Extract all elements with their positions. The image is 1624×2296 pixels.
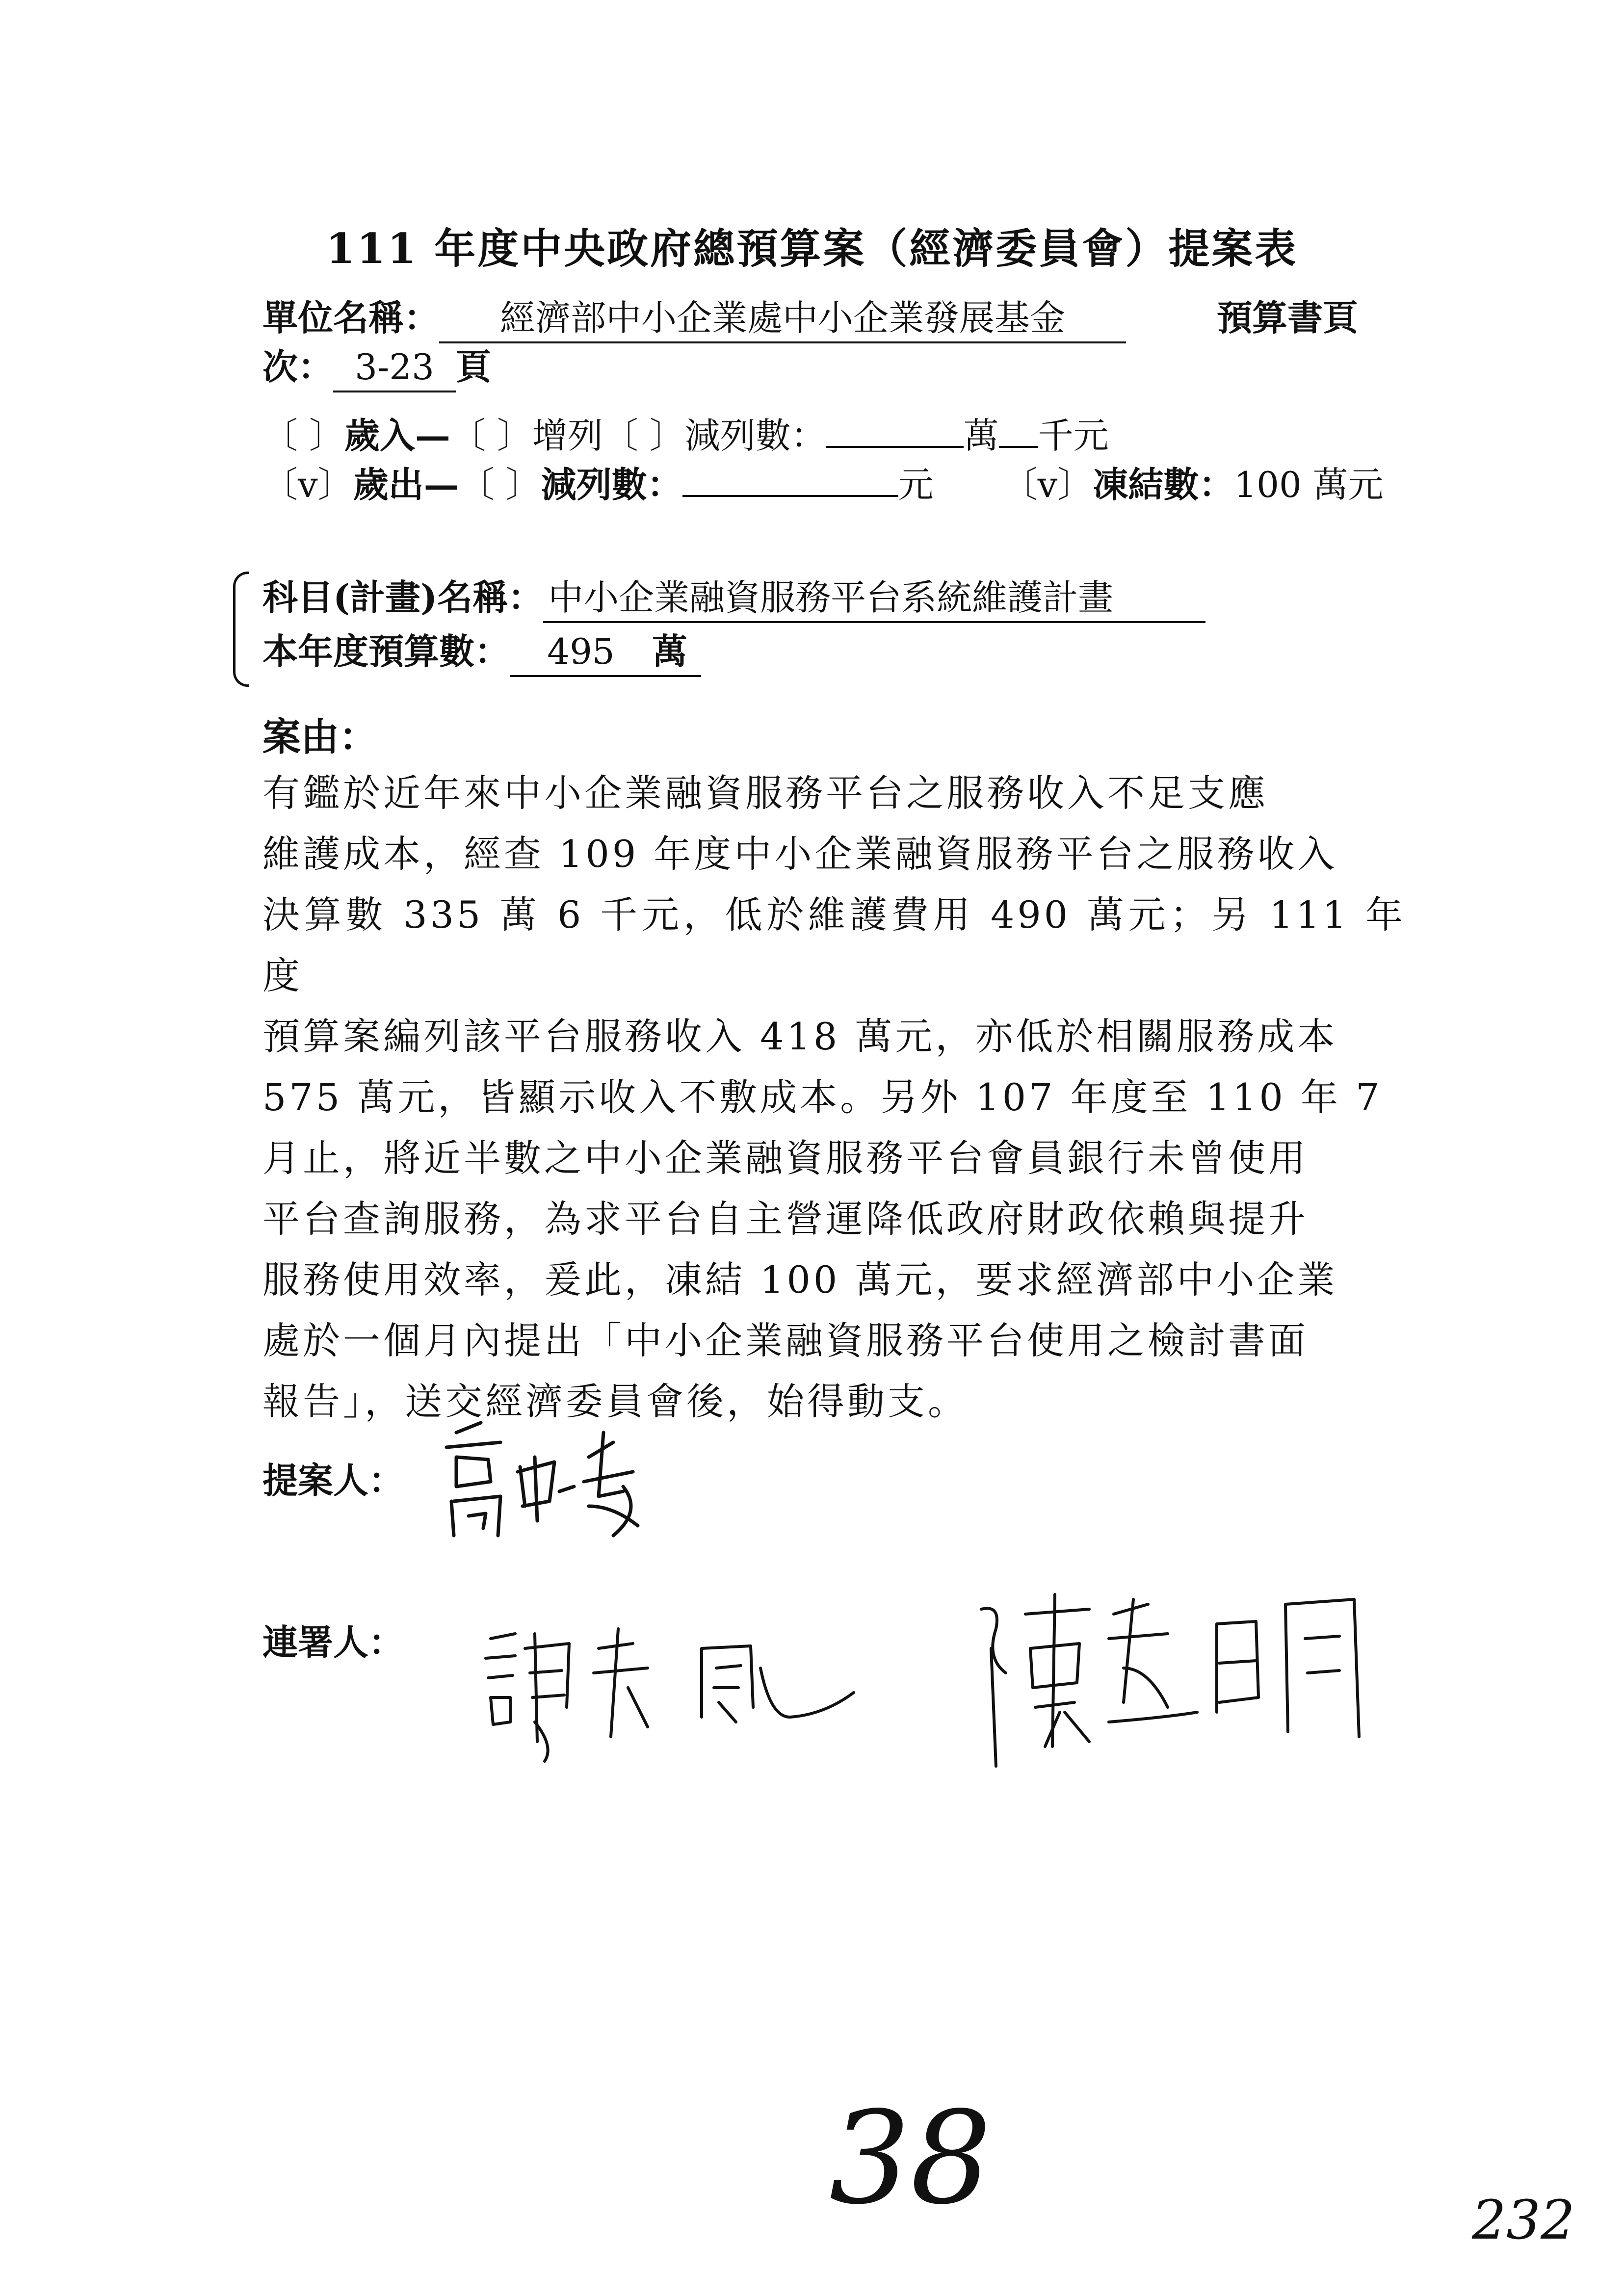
increase-label: 增列 xyxy=(532,415,603,456)
freeze-value: 100 萬元 xyxy=(1234,464,1384,505)
unit-row xyxy=(262,294,1126,343)
expense-amount-blank xyxy=(682,495,898,497)
freeze-label: 凍結數： xyxy=(1093,464,1234,505)
subject-bracket xyxy=(233,572,249,687)
reason-line: 決算數 335 萬 6 千元，低於維護費用 490 萬元；另 111 年度 xyxy=(262,893,1406,997)
decrease-label: 減列數： xyxy=(684,415,826,456)
budget-unit: 萬 xyxy=(652,628,701,677)
revenue-amount-blank xyxy=(826,446,964,448)
revenue-thousand-blank xyxy=(999,446,1038,448)
proposer-signature xyxy=(427,1413,682,1545)
subject-label: 科目(計畫)名稱： xyxy=(262,576,544,618)
page-ref-value: 3-23 xyxy=(333,343,456,392)
expense-unit: 元 xyxy=(898,464,934,505)
unit-value: 經濟部中小企業處中小企業發展基金 xyxy=(439,294,1126,343)
page-ref-row xyxy=(262,343,491,392)
expense-decrease-label: 減列數： xyxy=(541,464,682,505)
revenue-unit-wan: 萬 xyxy=(963,415,999,456)
proposer-label: 提案人： xyxy=(262,1460,404,1501)
expense-decrease-checkbox: 〔 〕 xyxy=(459,464,541,505)
increase-checkbox: 〔 〕 xyxy=(450,415,532,456)
cosigner-signature-2 xyxy=(962,1585,1384,1771)
expense-checkbox: 〔v〕 xyxy=(262,464,353,505)
reason-line: 維護成本，經查 109 年度中小企業融資服務平台之服務收入 xyxy=(262,832,1338,876)
unit-label: 單位名稱： xyxy=(262,297,440,339)
reason-line: 服務使用效率，爰此，凍結 100 萬元，要求經濟部中小企業 xyxy=(262,1258,1338,1302)
revenue-row xyxy=(262,412,1109,459)
reason-line: 報告」，送交經濟委員會後，始得動支。 xyxy=(262,1380,968,1423)
cosigner-signature-1 xyxy=(471,1619,864,1771)
decrease-checkbox: 〔 〕 xyxy=(602,415,685,456)
freeze-checkbox: 〔v〕 xyxy=(1002,464,1093,505)
budget-page-label: 預算書頁 xyxy=(1217,297,1359,339)
page-title: 111 年度中央政府總預算案（經濟委員會）提案表 xyxy=(326,224,1298,273)
reason-line: 有鑑於近年來中小企業融資服務平台之服務收入不足支應 xyxy=(262,771,1268,815)
revenue-checkbox: 〔 〕 xyxy=(262,415,344,456)
reason-line: 預算案編列該平台服務收入 418 萬元，亦低於相關服務成本 xyxy=(262,1015,1338,1058)
reason-line: 平台查詢服務，為求平台自主營運降低政府財政依賴與提升 xyxy=(262,1197,1309,1241)
revenue-label: 歲入— xyxy=(344,415,450,456)
corner-number: 232 xyxy=(1472,2189,1575,2251)
page-ref-prefix: 次： xyxy=(262,346,334,388)
reason-line: 處於一個月內提出「中小企業融資服務平台使用之檢討書面 xyxy=(262,1319,1309,1362)
reason-heading: 案由： xyxy=(262,715,378,759)
page-number: 38 xyxy=(829,2085,992,2233)
cosigners-label: 連署人： xyxy=(262,1621,404,1663)
budget-row xyxy=(262,628,701,677)
budget-value: 495 xyxy=(510,628,652,677)
reason-paragraph xyxy=(262,763,1406,1432)
expense-label: 歲出— xyxy=(353,464,459,505)
subject-value: 中小企業融資服務平台系統維護計畫 xyxy=(543,574,1205,623)
budget-label: 本年度預算數： xyxy=(262,630,510,672)
reason-line: 575 萬元，皆顯示收入不敷成本。另外 107 年度至 110 年 7 xyxy=(262,1075,1383,1119)
subject-row xyxy=(262,574,1205,623)
revenue-unit-thousand: 千元 xyxy=(1038,415,1109,456)
page-ref-suffix: 頁 xyxy=(456,346,492,388)
expense-row xyxy=(262,461,1384,508)
reason-line: 月止，將近半數之中小企業融資服務平台會員銀行未曾使用 xyxy=(262,1136,1309,1180)
